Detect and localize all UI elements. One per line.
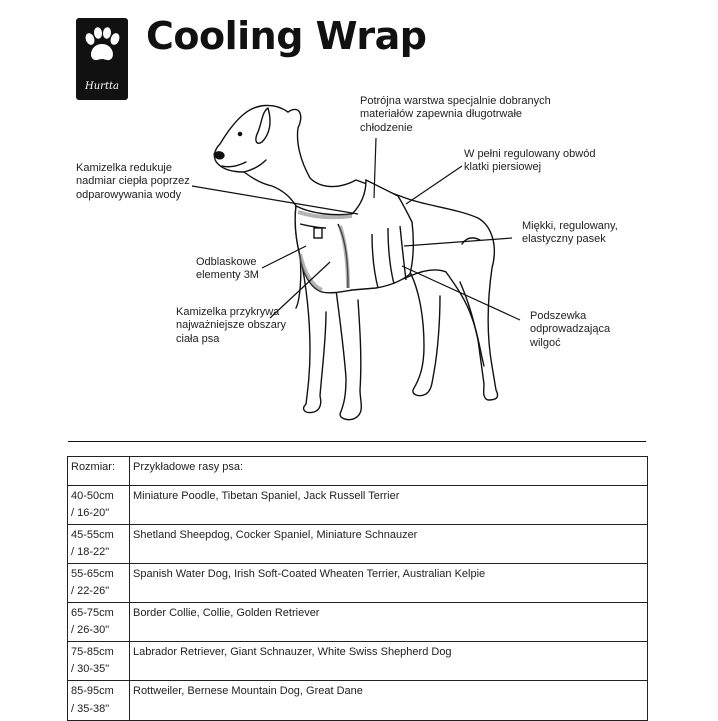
callout-reflective: Odblaskowe elementy 3M — [196, 256, 259, 282]
breeds-cell: Rottweiler, Bernese Mountain Dog, Great Dane — [130, 681, 648, 720]
breeds-cell: Labrador Retriever, Giant Schnauzer, White Swiss Shepherd Dog — [130, 642, 648, 681]
column-header-size: Rozmiar: — [68, 457, 130, 486]
size-in: / 26-30" — [71, 624, 110, 637]
dog-collar-line — [244, 160, 266, 172]
size-cell — [68, 681, 130, 720]
size-cm: 45-55cm — [71, 529, 114, 542]
size-cm: 55-65cm — [71, 568, 114, 581]
section-divider — [68, 441, 646, 442]
callout-elastic-strap: Miękki, regulowany, elastyczny pasek — [522, 220, 618, 246]
size-cell — [68, 603, 130, 642]
dog-eye — [238, 132, 241, 135]
breeds-cell: Border Collie, Collie, Golden Retriever — [130, 603, 648, 642]
callout-lining: Podszewka odprowadzająca wilgoć — [530, 310, 611, 349]
dog-hind-leg-right — [446, 272, 484, 366]
table-row — [68, 681, 648, 720]
callout-triple-layer: Potrójna warstwa specjalnie dobranych materiałów zapewnia długotrwałe chłodzenie — [360, 95, 551, 134]
size-in: / 35-38" — [71, 702, 110, 715]
leader-reduces-heat — [192, 186, 358, 214]
size-cell — [68, 564, 130, 603]
size-cell — [68, 525, 130, 564]
leader-adjustable-chest — [406, 166, 462, 204]
table-row — [68, 642, 648, 681]
table-row — [68, 525, 648, 564]
dog-face-outline — [214, 105, 296, 206]
dog-nose — [214, 152, 224, 159]
dog-hind-leg-left — [410, 272, 440, 396]
size-cell — [68, 486, 130, 525]
table-row — [68, 603, 648, 642]
size-cm: 75-85cm — [71, 646, 114, 659]
logo-text: Hurtta — [85, 81, 119, 92]
table-row — [68, 564, 648, 603]
size-cm: 40-50cm — [71, 490, 114, 502]
size-in: / 18-22" — [71, 546, 110, 559]
cooling-vest — [295, 180, 413, 293]
callout-adjustable-chest: W pełni regulowany obwód klatki piersiowej — [464, 148, 596, 174]
page-title: Cooling Wrap — [146, 14, 427, 58]
size-in: / 16-20" — [71, 507, 110, 520]
size-in: / 22-26" — [71, 585, 110, 598]
size-cm: 85-95cm — [71, 685, 114, 698]
leader-elastic-strap — [404, 238, 512, 246]
size-cell — [68, 642, 130, 681]
dog-front-leg-right — [336, 290, 361, 420]
breeds-cell: Shetland Sheepdog, Cocker Spaniel, Miniature Schnauzer — [130, 525, 648, 564]
size-table — [67, 456, 648, 721]
size-cm: 65-75cm — [71, 607, 114, 620]
leader-lining — [402, 266, 520, 320]
callout-reduces-heat: Kamizelka redukuje nadmiar ciepła poprzez odparowywania wody — [76, 162, 190, 201]
dog-mouth — [222, 162, 246, 167]
callout-covers-areas: Kamizelka przykrywa najważniejsze obszary ciała psa — [176, 306, 287, 345]
size-in: / 30-35" — [71, 663, 110, 676]
breeds-cell: Spanish Water Dog, Irish Soft-Coated Wheaten Terrier, Australian Kelpie — [130, 564, 648, 603]
column-header-breeds: Przykładowe rasy psa: — [130, 457, 648, 486]
table-header-row — [68, 457, 648, 486]
breeds-cell: Miniature Poodle, Tibetan Spaniel, Jack Russell Terrier — [130, 486, 648, 525]
dog-ear — [256, 108, 270, 143]
table-row — [68, 486, 648, 525]
